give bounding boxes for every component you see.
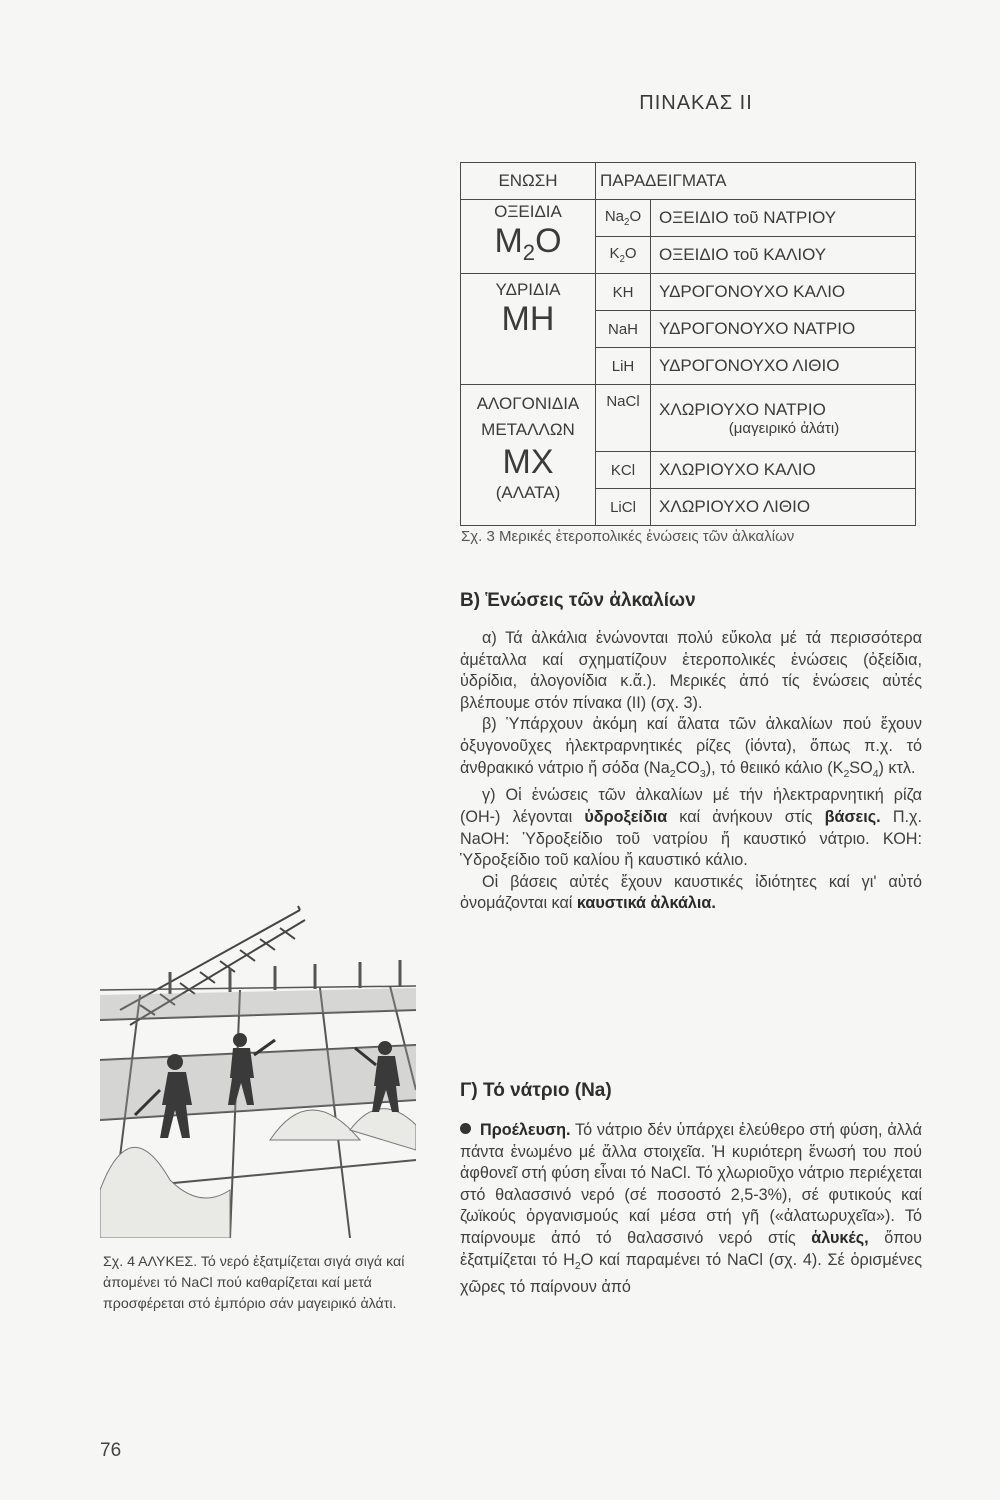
- term-hydroxides: ὑδροξείδια: [584, 807, 668, 826]
- table-row: [461, 200, 916, 237]
- oxides-formula: $M_2O$: [494, 221, 562, 265]
- halides-label-1: ΑΛΟΓΟΝΙΔΙΑ: [476, 394, 580, 413]
- name-kh: ΥΔΡΟΓΟΝΟΥΧΟ ΚΑΛΙΟ: [651, 274, 916, 311]
- formula-na2o: $Na_2O$: [596, 200, 651, 237]
- figure-4-caption: Σχ. 4 ΑΛΥΚΕΣ. Τό νερό ἐξατμίζεται σιγά σιγά καί ἀπομένει τό NaCl πού καθαρίζεται καί μετά προσφέρεται στό ἐμπόριο σάν μαγειρικό ἀλάτι.: [103, 1254, 405, 1312]
- formula-nacl: NaCl: [596, 385, 651, 452]
- paragraph-c: γ) Οἱ ἑνώσεις τῶν ἀλκαλίων μέ τήν ἠλεκτραρνητική ρίζα (OH-) λέγονται ὑδροξείδια καί ἀνήκουν στίς βάσεις. Π.χ. NaOH: Ὑδροξείδιο τοῦ νατρίου ἤ καυστικό νάτριο. ΚΟΗ: Ὑδροξείδιο τοῦ καλίου ἤ καυστικό κάλιο.: [460, 786, 922, 870]
- halides-label-2: ΜΕΤΑΛΛΩΝ: [481, 420, 575, 439]
- compounds-table: [460, 162, 916, 526]
- name-k2o: ΟΞΕΙΔΙΟ τοῦ ΚΑΛΙΟΥ: [651, 237, 916, 274]
- table-row: [461, 274, 916, 311]
- section-g-title: Γ) Τό νάτριο (Na): [460, 1080, 612, 1101]
- section-b-body: [460, 628, 922, 915]
- formula-nah: NaH: [596, 311, 651, 348]
- name-nah: ΥΔΡΟΓΟΝΟΥΧΟ ΝΑΤΡΙΟ: [651, 311, 916, 348]
- name-kcl: ΧΛΩΡΙΟΥΧΟ ΚΑΛΙΟ: [651, 452, 916, 489]
- name-lih: ΥΔΡΟΓΟΝΟΥΧΟ ΛΙΘΙΟ: [651, 348, 916, 385]
- halides-category: [461, 385, 596, 526]
- formula-kcl: KCl: [596, 452, 651, 489]
- bullet-icon: [460, 1123, 471, 1134]
- paragraph-d: Οἱ βάσεις αὐτές ἔχουν καυστικές ἰδιότητες καί γι' αὐτό ὀνομάζονται καί καυστικά ἀλκάλια.: [460, 872, 922, 913]
- name-licl: ΧΛΩΡΙΟΥΧΟ ΛΙΘΙΟ: [651, 489, 916, 526]
- formula-lih: LiH: [596, 348, 651, 385]
- section-b-title: Β) Ἑνώσεις τῶν ἀλκαλίων: [460, 590, 696, 611]
- table-header-row: [461, 163, 916, 200]
- figure-3-caption: Σχ. 3 Μερικές ἑτεροπολικές ἑνώσεις τῶν ἀλκαλίων: [461, 528, 795, 545]
- name-na2o: ΟΞΕΙΔΙΟ τοῦ ΝΑΤΡΙΟΥ: [651, 200, 916, 237]
- header-examples: ΠΑΡΑΔΕΙΓΜΑΤΑ: [596, 163, 916, 200]
- term-origin: Προέλευση.: [480, 1121, 571, 1139]
- oxides-label: ΟΞΕΙΔΙΑ: [494, 201, 562, 221]
- nacl-note: (μαγειρικό ἀλάτι): [728, 419, 840, 437]
- name-nacl: ΧΛΩΡΙΟΥΧΟ ΝΑΤΡΙΟ (μαγειρικό ἀλάτι): [651, 385, 916, 452]
- paragraph-a: α) Τά ἀλκάλια ἑνώνονται πολύ εὔκολα μέ τά περισσότερα ἀμέταλλα καί σχηματίζουν ἑτεροπολικές ἑνώσεις (ὀξείδια, ὑδρίδια, ἀλογονίδια κ.ἄ.). Μερικές ἀπό τίς ἑνώσεις αὐτές βλέπουμε στόν πίνακα (ΙΙ) (σχ. 3).: [460, 629, 922, 712]
- hydrides-category: [461, 274, 596, 385]
- paragraph-origin: Προέλευση. Τό νάτριο δέν ὑπάρχει ἐλεύθερο στή φύση, ἀλλά πάντα ἑνωμένο μέ ἄλλα στοιχεῖα. Ἡ κυριότερη ἕνωσή του πού ἀφθονεῖ στή φύση εἶναι τό NaCl. Τό χλωριοῦχο νάτριο περιέχεται στό θαλασσινό νερό (σέ ποσοστό 2,5-3%), σέ φυτικούς καί ζωϊκούς ὀργανισμούς καί μέσα στή γῆ («ἀλατωρυχεῖα»). Τό παίρνουμε ἀπό τό θαλασσινό νερό στίς ἁλυκές, ὅπου ἐξατμίζεται τό $H_2O$ καί παραμένει τό NaCl (σχ. 4). Σέ ὁρισμένες χῶρες τό παίρνουν ἀπό: [460, 1121, 922, 1297]
- term-saltpans: ἁλυκές,: [811, 1228, 869, 1247]
- table-row: [461, 385, 916, 452]
- table-title: ΠΙΝΑΚΑΣ ΙΙ: [639, 92, 753, 114]
- hydrides-formula: MH: [501, 300, 555, 338]
- section-g-body: [460, 1120, 922, 1299]
- formula-licl: LiCl: [596, 489, 651, 526]
- hydrides-label: ΥΔΡΙΔΙΑ: [495, 280, 561, 299]
- halides-formula: MX: [502, 443, 554, 481]
- header-compound: ΕΝΩΣΗ: [461, 163, 596, 200]
- saltpans-illustration: [100, 890, 416, 1238]
- paragraph-b: β) Ὑπάρχουν ἀκόμη καί ἄλατα τῶν ἀλκαλίων πού ἔχουν ὀξυγονοῦχες ἠλεκτραρνητικές ρίζες (ἰόντα), ὅπως π.χ. τό ἀνθρακικό νάτριο ἤ σόδα $(Na_2CO_3)$, τό θειικό κάλιο $(K_2SO_4)$ κτλ.: [460, 715, 922, 780]
- formula-kh: KH: [596, 274, 651, 311]
- term-caustic-alkalis: καυστικά ἀλκάλια.: [576, 894, 716, 913]
- page-number: 76: [100, 1440, 122, 1461]
- halides-label-3: (ΑΛΑΤΑ): [495, 483, 561, 502]
- oxides-category: [461, 200, 596, 274]
- term-bases: βάσεις.: [824, 807, 881, 826]
- formula-k2o: $K_2O$: [596, 237, 651, 274]
